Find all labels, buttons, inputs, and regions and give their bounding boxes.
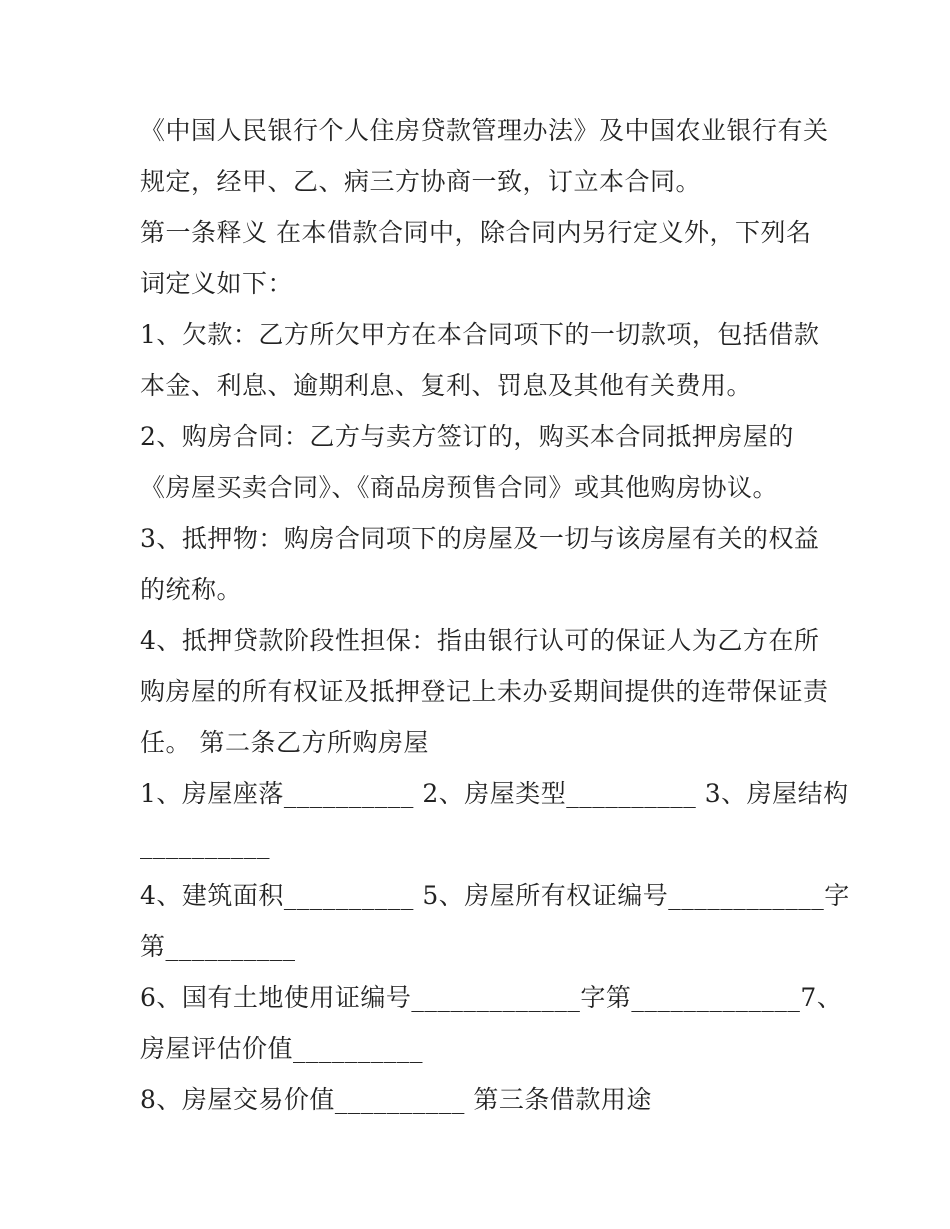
text-line: 的统称。 [140, 575, 243, 604]
text-line: 第__________ [140, 932, 296, 961]
contract-text [140, 105, 850, 1125]
text-line: 1、欠款：乙方所欠甲方在本合同项下的一切款项，包括借款 [140, 320, 820, 349]
text-line: 8、房屋交易价值__________ 第三条借款用途 [140, 1085, 652, 1114]
text-line: 词定义如下： [140, 269, 294, 298]
text-line: 2、购房合同：乙方与卖方签订的，购买本合同抵押房屋的 [140, 422, 794, 451]
text-line: 4、建筑面积__________ 5、房屋所有权证编号____________字 [140, 881, 850, 910]
text-line: 6、国有土地使用证编号_____________字第_____________7、 [140, 983, 843, 1012]
text-line: 《中国人民银行个人住房贷款管理办法》及中国农业银行有关 [140, 116, 829, 145]
text-line: 购房屋的所有权证及抵押登记上未办妥期间提供的连带保证责 [140, 677, 829, 706]
text-line: 3、抵押物：购房合同项下的房屋及一切与该房屋有关的权益 [140, 524, 820, 553]
text-line: 本金、利息、逾期利息、复利、罚息及其他有关费用。 [140, 371, 753, 400]
text-line: 1、房屋座落__________ 2、房屋类型__________ 3、房屋结构 [140, 779, 849, 808]
text-line: __________ [140, 830, 270, 859]
text-line: 4、抵押贷款阶段性担保：指由银行认可的保证人为乙方在所 [140, 626, 820, 655]
text-line: 规定，经甲、乙、病三方协商一致，订立本合同。 [140, 167, 702, 196]
text-line: 第一条释义 在本借款合同中，除合同内另行定义外，下列名 [140, 218, 812, 247]
text-line: 《房屋买卖合同》、《商品房预售合同》或其他购房协议。 [140, 473, 779, 502]
text-line: 任。 第二条乙方所购房屋 [140, 728, 429, 757]
text-line: 房屋评估价值__________ [140, 1034, 424, 1063]
